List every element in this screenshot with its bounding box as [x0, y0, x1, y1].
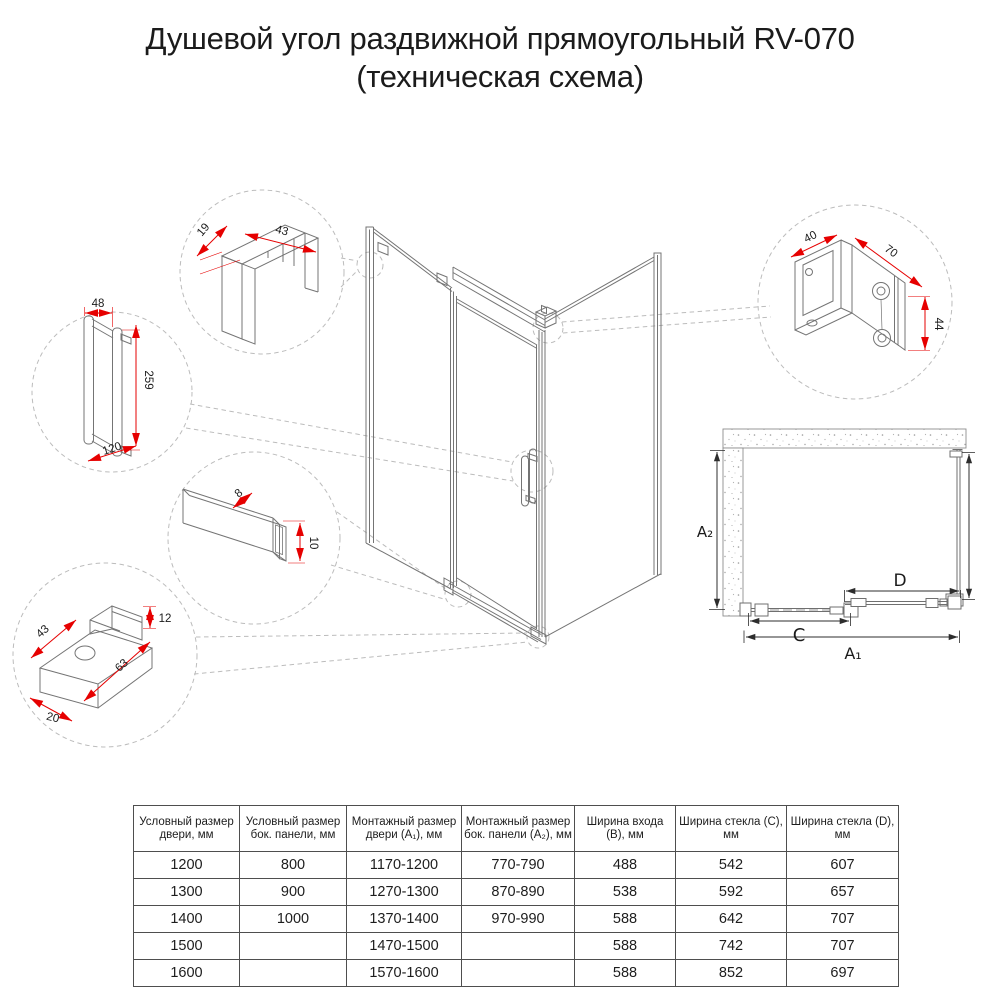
dim-line-guide-length — [84, 642, 150, 701]
dim-label-guide-length: 63 — [113, 657, 131, 675]
dim-line-guide-width — [31, 620, 76, 658]
table-header-cell: Монтажный размер двери (A₁), мм — [347, 806, 462, 852]
table-cell: 852 — [676, 960, 787, 987]
title-line-2: (техническая схема) — [356, 59, 644, 94]
callout-circle-floor-guide — [13, 563, 197, 747]
glass-hole-top-left — [378, 243, 388, 256]
table-cell: 1200 — [134, 852, 240, 879]
dim-label-bracket-h: 44 — [932, 317, 944, 331]
dim-label-bracket-a: 40 — [802, 229, 820, 246]
table-cell: 1570-1600 — [347, 960, 462, 987]
source-circle-handle — [511, 450, 553, 492]
detail-floor-guide — [30, 606, 171, 725]
table-cell: 592 — [676, 879, 787, 906]
plan-wall-left — [723, 448, 743, 616]
plan-label-c: C — [792, 625, 806, 646]
leader-floor-guide — [194, 633, 528, 674]
table-cell: 642 — [676, 906, 787, 933]
table-cell — [240, 960, 347, 987]
table-row — [134, 879, 899, 906]
dim-label-rail-width: 8 — [232, 487, 246, 501]
size-table — [133, 805, 899, 987]
table-cell: 1170-1200 — [347, 852, 462, 879]
wall-profile-left-3d — [366, 227, 374, 543]
table-header-cell: Ширина стекла (C), мм — [676, 806, 787, 852]
table-cell: 657 — [787, 879, 899, 906]
top-rail-3d — [453, 267, 545, 332]
table-cell: 870-890 — [462, 879, 575, 906]
dim-label-rail-height: 10 — [307, 536, 319, 550]
plan-label-a1: A₁ — [844, 644, 862, 663]
dim-label-profile-depth: 19 — [194, 221, 213, 239]
table-cell: 900 — [240, 879, 347, 906]
door-handle-3d — [522, 449, 538, 506]
dim-label-handle-depth: 120 — [101, 440, 124, 458]
plan-view — [697, 429, 975, 663]
detail-corner-bracket — [791, 229, 944, 350]
table-cell: 538 — [575, 879, 676, 906]
table-cell: 707 — [787, 933, 899, 960]
main-isometric-view — [366, 227, 662, 644]
plan-fixed-glass-track — [740, 603, 858, 617]
table-header-cell: Условный размер бок. панели, мм — [240, 806, 347, 852]
callout-circle-corner-bracket — [758, 205, 952, 399]
leader-handle — [186, 404, 513, 481]
table-row — [134, 933, 899, 960]
dim-label-handle-width: 48 — [91, 298, 105, 310]
detail-rail-profile — [183, 487, 319, 563]
bottom-rail-3d — [444, 578, 546, 644]
dim-label-bracket-b: 70 — [882, 242, 900, 261]
plan-label-d: D — [893, 571, 907, 591]
table-cell: 970-990 — [462, 906, 575, 933]
dim-label-handle-height: 259 — [142, 370, 154, 390]
table-row — [134, 906, 899, 933]
table-header-row — [134, 806, 899, 852]
table-row — [134, 852, 899, 879]
table-cell: 542 — [676, 852, 787, 879]
table-header-cell: Ширина входа (B), мм — [575, 806, 676, 852]
table-cell: 1470-1500 — [347, 933, 462, 960]
table-cell: 742 — [676, 933, 787, 960]
plan-side-panel — [940, 450, 963, 607]
table-cell: 697 — [787, 960, 899, 987]
table-cell: 800 — [240, 852, 347, 879]
corner-post-3d — [539, 330, 545, 637]
dim-label-guide-width: 43 — [34, 623, 52, 641]
table-cell: 588 — [575, 960, 676, 987]
table-cell: 588 — [575, 906, 676, 933]
table-cell: 488 — [575, 852, 676, 879]
sliding-door-glass-3d — [457, 299, 537, 629]
table-cell — [462, 960, 575, 987]
dim-label-guide-tab: 12 — [158, 613, 172, 625]
title-line-1: Душевой угол раздвижной прямоугольный RV-070 — [145, 21, 855, 56]
table-cell: 607 — [787, 852, 899, 879]
table-header-cell: Монтажный размер бок. панели (A₂), мм — [462, 806, 575, 852]
detail-handle — [84, 298, 154, 461]
table-cell: 707 — [787, 906, 899, 933]
dim-label-profile-width: 43 — [274, 223, 290, 239]
leader-corner-bracket — [562, 306, 771, 333]
fixed-panel-glass-3d — [366, 229, 457, 590]
table-cell: 1370-1400 — [347, 906, 462, 933]
plan-wall-back — [723, 429, 966, 448]
table-header-cell: Условный размер двери, мм — [134, 806, 240, 852]
detail-callout-circles — [13, 190, 952, 747]
table-cell: 770-790 — [462, 852, 575, 879]
size-table-wrap — [133, 805, 898, 987]
wall-profile-right-3d — [654, 253, 662, 575]
table-cell: 1600 — [134, 960, 240, 987]
table-cell: 1500 — [134, 933, 240, 960]
detail-wall-profile — [195, 221, 318, 344]
table-row — [134, 960, 899, 987]
table-cell: 1000 — [240, 906, 347, 933]
table-cell: 588 — [575, 933, 676, 960]
table-cell: 1300 — [134, 879, 240, 906]
table-cell: 1400 — [134, 906, 240, 933]
callout-circle-wall-profile — [180, 190, 344, 354]
table-cell: 1270-1300 — [347, 879, 462, 906]
table-cell — [462, 933, 575, 960]
table-cell — [240, 933, 347, 960]
dim-label-guide-depth: 20 — [45, 710, 61, 726]
side-panel-glass-3d — [545, 257, 661, 637]
plan-label-a2: A₂ — [696, 523, 714, 541]
table-header-cell: Ширина стекла (D), мм — [787, 806, 899, 852]
